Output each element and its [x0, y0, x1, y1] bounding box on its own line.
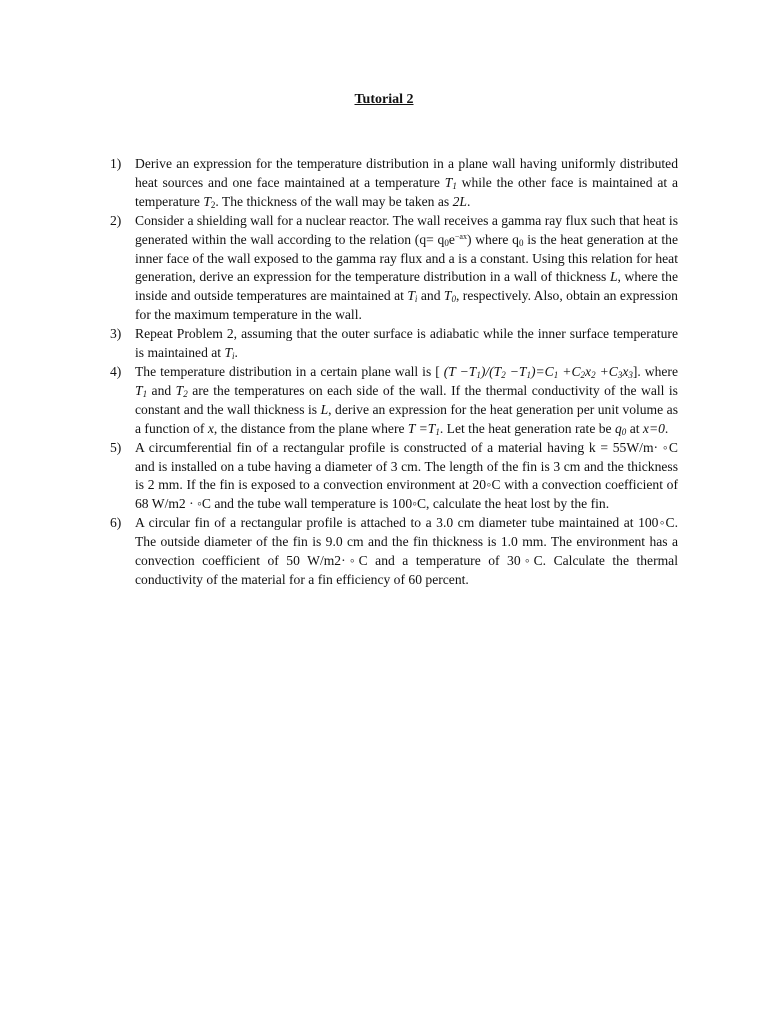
problem-6 [110, 514, 678, 590]
problem-text: Repeat Problem 2, assuming that the outer surface is adiabatic while the inner surface temperature is maintained at $T_i$. [135, 326, 678, 362]
problem-3 [110, 325, 678, 363]
problem-2 [110, 212, 678, 325]
problem-5 [110, 439, 678, 515]
problem-number: 1) [110, 156, 122, 171]
problem-text: A circular fin of a rectangular profile is attached to a 3.0 cm diameter tube maintained at 100◦C. The outside diameter of the fin is 9.0 cm and the fin thickness is 1.0 mm. The environment has a convection coefficient of 50 W/m2·◦C and a temperature of 30◦C. Calculate the thermal conductivity of the material for a fin efficiency of 60 percent. [135, 515, 678, 587]
problem-number: 4) [110, 363, 122, 379]
problem-list [110, 155, 678, 590]
problem-text: The temperature distribution in a certain plane wall is [ $(T -T_1)/(T_2 -T_1)=C_1 +C_2x_2 +C_3x_3$]. where $T_1$ and $T_2$ are the temperatures on each side of the wall. If the thermal conductivity of the wall is constant and the wall thickness is L, derive an expression for the heat generation per unit volume as a function of x, the distance from the plane where $T =T_1$. Let the heat generation rate be $q_0$ at x=0. [135, 363, 678, 437]
problem-4 [110, 363, 678, 439]
problem-text: Consider a shielding wall for a nuclear reactor. The wall receives a gamma ray flux such that heat is generated within the wall according to the relation $(q= q_0e^{-ax})$ where $q_0$ is the heat generation at the inner face of the wall exposed to the gamma ray flux and a is a constant. Using this relation for heat generation, derive an expression for the temperature distribution in a wall of thickness L, where the inside and outside temperatures are maintained at $T_i$ and $T_0$, respectively. Also, obtain an expression for the maximum temperature in the wall. [135, 212, 679, 323]
problem-text: Derive an expression for the temperature distribution in a plane wall having uniformly distributed heat sources and one face maintained at a temperature $T_1$ while the other face is maintained at a temperature $T_2$. The thickness of the wall may be taken as 2L. [135, 156, 678, 210]
problem-number: 5) [110, 439, 122, 455]
problem-1 [110, 155, 678, 212]
problem-text: A circumferential fin of a rectangular profile is constructed of a material having k = 55W/m· ◦C and is installed on a tube having a diameter of 3 cm. The length of the fin is 3 cm and the thickness is 2 mm. If the fin is exposed to a convection environment at 20◦C with a convection coefficient of 68 W/m2 · ◦C and the tube wall temperature is 100◦C, calculate the heat lost by the fin. [135, 439, 678, 512]
page-title: Tutorial 2 [354, 92, 414, 107]
problem-number: 3) [110, 326, 122, 342]
problem-number: 2) [110, 212, 122, 228]
problem-number: 6) [110, 515, 122, 531]
